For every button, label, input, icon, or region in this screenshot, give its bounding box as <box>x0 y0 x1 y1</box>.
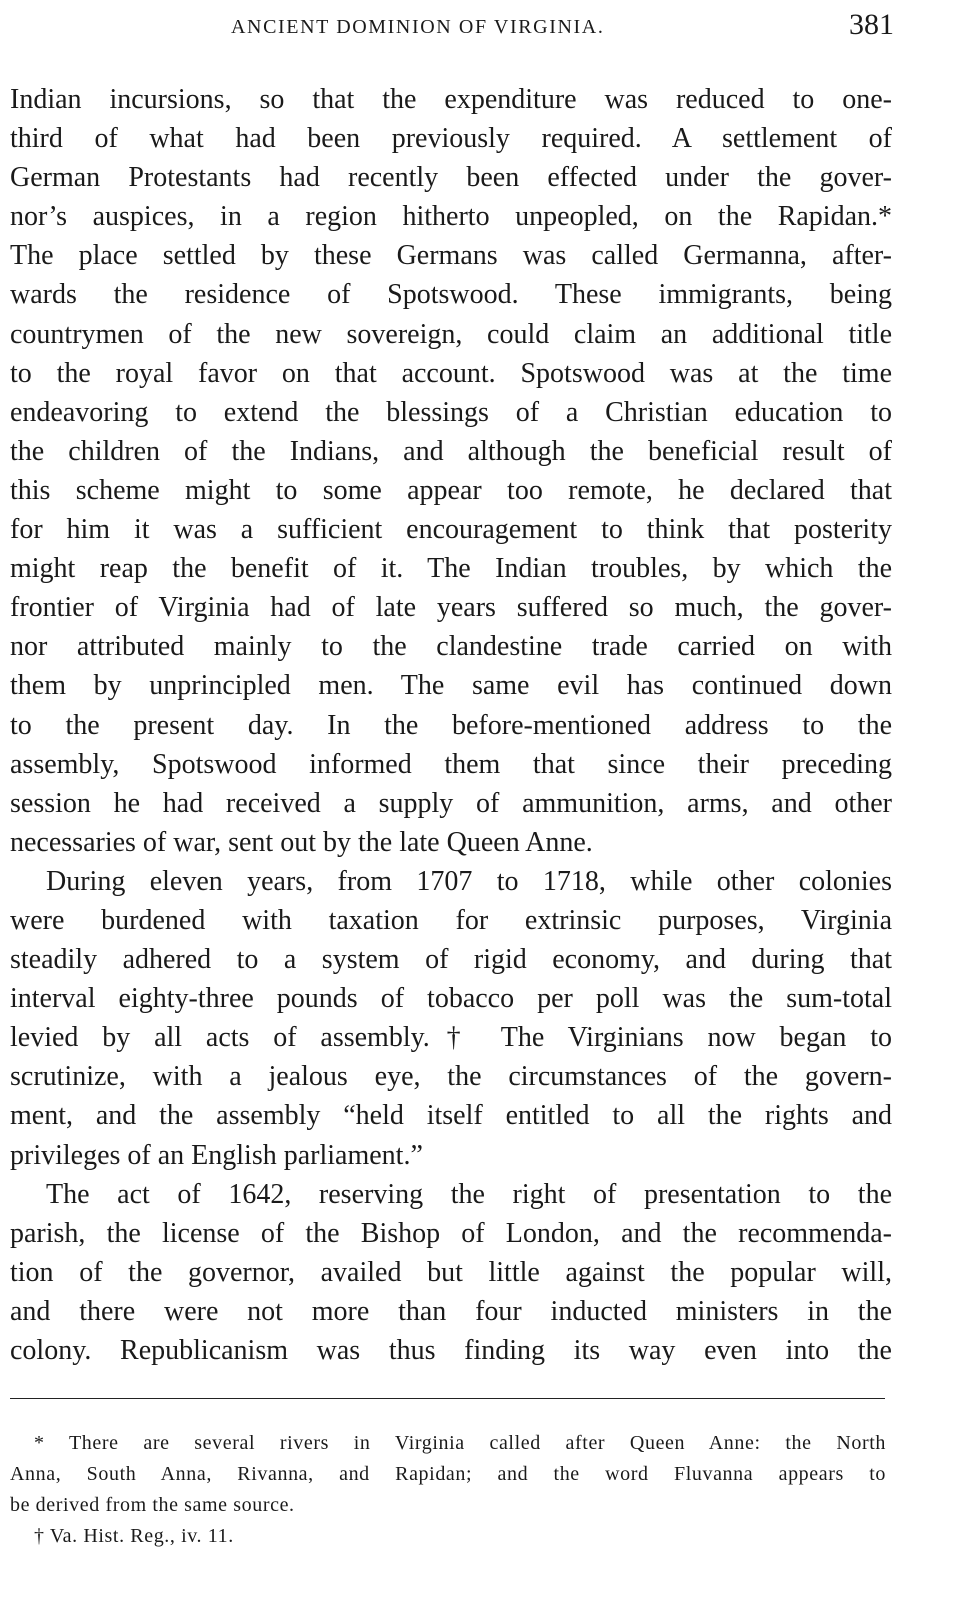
text-line: might reap the benefit of it. The Indian troubles, by which the <box>10 553 892 585</box>
text-line: ment, and the assembly “held itself entitled to all the rights and <box>10 1100 892 1132</box>
footnote-line: be derived from the same source. <box>10 1494 295 1516</box>
text-line: Indian incursions, so that the expenditure was reduced to one- <box>10 84 892 115</box>
paragraph-end-line: privileges of an English parliament.” <box>10 1139 423 1171</box>
footnote-line: † Va. Hist. Reg., iv. 11. <box>34 1525 234 1547</box>
text-line: to the present day. In the before-mentioned address to the <box>10 709 892 741</box>
text-line: endeavoring to extend the blessings of a Christian education to <box>10 396 892 428</box>
text-line: assembly, Spotswood informed them that since their preceding <box>10 748 892 780</box>
footnote-line: Anna, South Anna, Rivanna, and Rapidan; and the word Fluvanna appears to <box>10 1463 886 1485</box>
running-head <box>16 6 894 46</box>
footnote-line: * There are several rivers in Virginia called after Queen Anne: the North <box>34 1432 886 1454</box>
text-line: session he had received a supply of ammunition, arms, and other <box>10 787 892 819</box>
text-line: them by unprincipled men. The same evil has continued down <box>10 670 892 702</box>
text-line: nor attributed mainly to the clandestine trade carried on with <box>10 631 892 663</box>
text-line: tion of the governor, availed but little against the popular will, <box>10 1256 892 1288</box>
text-line: to the royal favor on that account. Spotswood was at the time <box>10 357 892 389</box>
text-line: levied by all acts of assembly.† The Virginians now began to <box>10 1022 892 1054</box>
footnotes <box>10 1428 886 1552</box>
paragraph-start-line: During eleven years, from 1707 to 1718, while other colonies <box>46 865 892 897</box>
text-line: wards the residence of Spotswood. These immigrants, being <box>10 279 892 311</box>
text-line: scrutinize, with a jealous eye, the circumstances of the govern- <box>10 1061 892 1093</box>
text-line: for him it was a sufficient encouragement to think that posterity <box>10 514 892 546</box>
text-line: parish, the license of the Bishop of London, and the recommenda- <box>10 1217 892 1249</box>
text-line: interval eighty-three pounds of tobacco per poll was the sum-total <box>10 983 892 1015</box>
text-line: third of what had been previously required. A settlement of <box>10 123 892 155</box>
text-line: German Protestants had recently been effected under the gover- <box>10 162 892 194</box>
paragraph-end-line: necessaries of war, sent out by the late Queen Anne. <box>10 826 593 858</box>
text-line: nor’s auspices, in a region hitherto unpeopled, on the Rapidan.* <box>10 201 892 233</box>
text-line: and there were not more than four inducted ministers in the <box>10 1295 892 1327</box>
text-line: steadily adhered to a system of rigid economy, and during that <box>10 944 892 976</box>
text-line: were burdened with taxation for extrinsic purposes, Virginia <box>10 904 892 936</box>
footnote-divider <box>10 1398 885 1399</box>
text-line: the children of the Indians, and although the beneficial result of <box>10 435 892 467</box>
text-line: The place settled by these Germans was called Germanna, after- <box>10 240 892 272</box>
body-text <box>10 80 892 1370</box>
text-line: frontier of Virginia had of late years suffered so much, the gover- <box>10 592 892 624</box>
paragraph-start-line: The act of 1642, reserving the right of presentation to the <box>46 1178 892 1210</box>
running-title: ANCIENT DOMINION OF VIRGINIA. <box>231 16 605 38</box>
text-line: this scheme might to some appear too remote, he declared that <box>10 474 892 506</box>
page-number: 381 <box>849 8 894 41</box>
text-line: colony. Republicanism was thus finding its way even into the <box>10 1335 892 1366</box>
text-line: countrymen of the new sovereign, could claim an additional title <box>10 318 892 350</box>
